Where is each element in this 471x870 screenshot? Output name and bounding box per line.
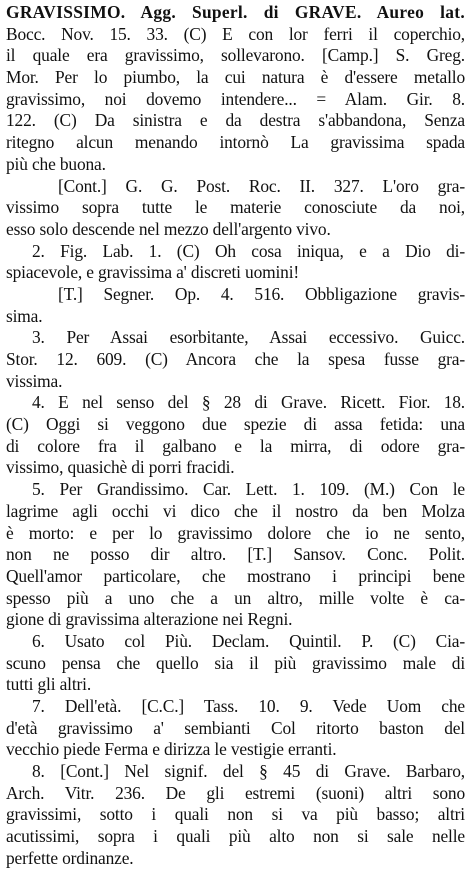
entry-line-18: vissima. — [6, 370, 63, 391]
entry-line-9: [Cont.] G. G. Post. Roc. II. 327. L'oro gra- — [58, 175, 465, 196]
entry-line-32: tutti gli altri. — [6, 674, 92, 695]
entry-line-3: il quale era gravissimo, sollevarono. [Camp.] S. Greg. — [6, 45, 465, 66]
entry-line-19: 4. E nel senso del § 28 di Grave. Ricett. Fior. 18. — [32, 392, 465, 413]
entry-line-15: sima. — [6, 305, 43, 326]
entry-line-22: vissimo, quasichè di porri fracidi. — [6, 457, 235, 478]
entry-line-11: esso solo descende nel mezzo dell'argento vivo. — [6, 218, 331, 239]
entry-line-31: scuno pensa che quello sia il più gravissimo male di — [6, 652, 465, 673]
entry-line-24: lagrime agli occhi vi dico che il nostro da ben Molza — [6, 500, 465, 521]
entry-line-13: spiacevole, e gravissima a' discreti uomini! — [6, 262, 300, 283]
entry-line-29: gione di gravissima alterazione nei Regni. — [6, 609, 293, 630]
entry-line-2: Bocc. Nov. 15. 33. (C) E con lor ferri il coperchio, — [6, 23, 465, 44]
entry-line-26: non ne posso dir altro. [T.] Sansov. Conc. Polit. — [6, 544, 465, 565]
entry-line-21: di colore fra il galbano e la mirra, di odore gra- — [6, 435, 465, 456]
entry-line-34: d'età gravissimo a' sembianti Col ritorto baston del — [6, 717, 465, 738]
entry-line-35: vecchio piede Ferma e dirizza le vestigie erranti. — [6, 739, 337, 760]
entry-line-17: Stor. 12. 609. (C) Ancora che la spesa fusse gra- — [6, 349, 465, 369]
entry-line-20: (C) Oggi si veggono due spezie di assa fetida: una — [6, 414, 465, 435]
entry-line-7: ritegno alcun menando intornò La gravissima spada — [6, 132, 465, 153]
entry-line-16: 3. Per Assai esorbitante, Assai eccessivo. Guicc. — [32, 327, 465, 348]
entry-line-5: gravissimo, noi dovemo intendere... = Alam. Gir. 8. — [6, 88, 465, 109]
entry-line-33: 7. Dell'età. [C.C.] Tass. 10. 9. Vede Uom che — [32, 696, 465, 716]
entry-line-1: GRAVISSIMO. Agg. Superl. di GRAVE. Aureo lat. — [6, 2, 465, 22]
entry-line-36: 8. [Cont.] Nel signif. del § 45 di Grave. Barbaro, — [32, 761, 465, 782]
entry-line-27: Quell'amor particolare, che mostrano i principi bene — [6, 565, 465, 586]
entry-line-39: acutissimi, sopra i quali più alto non si sale nelle — [6, 826, 465, 847]
entry-line-10: vissimo sopra tutte le materie conosciute da noi, — [6, 197, 465, 218]
entry-line-6: 122. (C) Da sinistra e da destra s'abbandona, Senza — [6, 110, 465, 131]
entry-line-37: Arch. Vitr. 236. De gli estremi (suoni) altri sono — [6, 782, 465, 803]
entry-line-40: perfette ordinanze. — [6, 847, 134, 868]
entry-line-38: gravissimi, sotto i quali non si va più basso; altri — [6, 804, 465, 825]
entry-line-28: spesso più a uno che a un altro, mille volte è ca- — [6, 587, 465, 608]
entry-line-8: più che buona. — [6, 153, 106, 174]
entry-line-14: [T.] Segner. Op. 4. 516. Obbligazione gravis- — [58, 283, 465, 304]
entry-line-25: è morto: e per lo gravissimo dolore che io ne sento, — [6, 522, 465, 543]
entry-line-30: 6. Usato col Più. Declam. Quintil. P. (C) Cia- — [32, 630, 465, 651]
entry-line-23: 5. Per Grandissimo. Car. Lett. 1. 109. (M.) Con le — [32, 479, 465, 500]
entry-line-12: 2. Fig. Lab. 1. (C) Oh cosa iniqua, e a Dio di- — [32, 240, 465, 261]
entry-line-4: Mor. Per lo piumbo, la cui natura è d'essere metallo — [6, 67, 465, 88]
